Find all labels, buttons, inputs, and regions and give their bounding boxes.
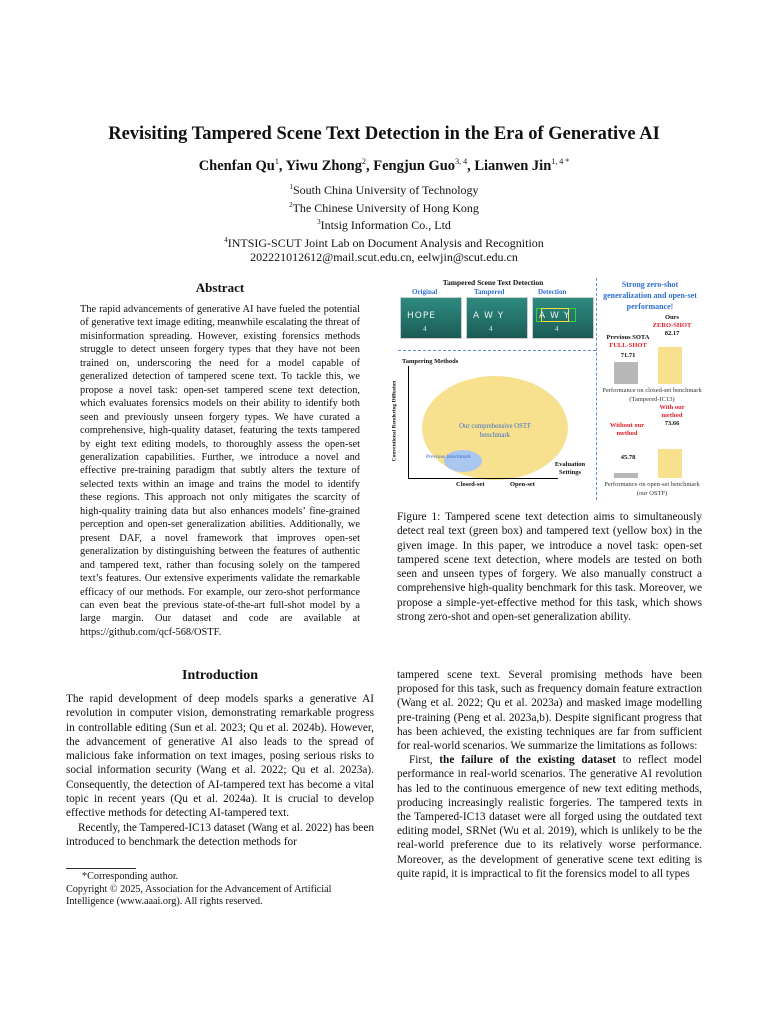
paragraph: The rapid development of deep models sparks a generative AI revolution in computer vision, demonstrating remarkable progress in controllable editing (Sun et al. 2023; Qu et al. 2024b). However, the advancement of generative AI also leads to the spread of malicious fake information on text images, posing serious risks to social information security (Wang et al. 2022; Qu et al. 2023a). Consequently, the detection of AI-tampered text has become a vital topic in recent years (Qu et al. 2024a). It is crucial to develop effective methods for detecting AI-tampered text. <box>66 693 374 820</box>
x-open-label: Open-set <box>510 481 535 488</box>
bar3-value: 45.78 <box>620 454 636 461</box>
introduction-heading: Introduction <box>182 668 258 683</box>
tampering-methods-label: Tampering Methods <box>402 358 459 365</box>
bar2-label: Ours ZERO-SHOT 82.17 <box>652 314 692 337</box>
bar4-label: With our method 73.66 <box>659 404 685 427</box>
corresponding-note: *Corresponding author. <box>82 871 179 882</box>
author-list: Chenfan Qu$^1$, Yiwu Zhong$^2$, Fengjun Guo$^{3, 4}$, Lianwen Jin$^{1, 4 *}$ <box>198 157 570 174</box>
photo-tampered: A W Y 4 <box>466 297 528 339</box>
affiliation: $^4$INTSIG-SCUT Joint Lab on Document Analysis and Recognition <box>224 235 544 250</box>
paragraph: First, the failure of the existing dataset to reflect model performance in real-world scenarios. The generative AI revolution has led to the continuous emergence of new text editing methods, producing increasingly realistic forgeries. The tampered texts in the Tampered-IC13 dataset were all forged using the outdated text editing model, SRNet (Wu et al. 2019), which is unlikely to be the real-world preference due to its relatively worse performance. Moreover, as the development of generative scene text editing is quite rapid, it is impractical to fit the forensics model to all types <box>397 754 702 880</box>
footnote <box>66 871 374 909</box>
paper-title: Revisiting Tampered Scene Text Detection in the Era of Generative AI <box>108 124 660 144</box>
affiliation: $^2$The Chinese University of Hong Kong <box>289 200 479 215</box>
author-name: Fengjun Guo <box>373 157 456 174</box>
affiliation: $^3$Intsig Information Co., Ltd <box>317 218 451 233</box>
evaluation-settings-label: Evaluation Settings <box>554 461 586 476</box>
bar3-label: Without our method <box>609 422 645 437</box>
y-axis <box>408 366 409 478</box>
paragraph: Recently, the Tampered-IC13 dataset (Wang et al. 2022) has been introduced to benchmark the detection methods for <box>66 821 374 848</box>
bar-previous-sota <box>614 362 638 384</box>
x-closed-label: Closed-set <box>456 481 485 488</box>
label-original: Original <box>412 288 438 296</box>
performance-heading: Strong zero-shot generalization and open-set performance! <box>603 280 697 311</box>
y-axis-label: Conventional Rendering Diffusion <box>391 380 398 462</box>
paragraph: tampered scene text. Several promising methods have been proposed for this task, such as frequency domain feature extraction (Wang et al. 2022; Qu et al. 2023a) and masked image modelling pre-training (Peng et al. 2023a,b). Despite significant progress that has been achieved, the existing techniques are far from sufficient for real-world scenarios. We summarize the limitations as follows: <box>397 669 702 753</box>
figure-caption: Figure 1: Tampered scene text detection aims to simultaneously detect real text (green box) and tampered text (yellow box) in the given image. In this paper, we introduce a novel task: open-set tampered scene text detection, where models are tested on both seen and unseen types of forgery. We also manually construct a comprehensive high-quality benchmark for this task. Moreover, we propose a simple-yet-effective method for this task, which shows strong zero-shot and open-set generalization ability. <box>397 511 702 624</box>
footnote-rule <box>66 868 136 869</box>
author-name: Yiwu Zhong <box>285 157 363 174</box>
bar1-label: Previous SOTA FULL-SHOT <box>606 334 650 349</box>
affiliations <box>0 180 768 265</box>
x-axis <box>408 478 558 479</box>
photo-original: HOPE 4 <box>400 297 462 339</box>
copyright-note: Copyright © 2025, Association for the Advancement of Artificial Intelligence (www.aaai.org). All rights reserved. <box>66 883 332 908</box>
label-detection: Detection <box>538 288 567 296</box>
bar1-value: 71.71 <box>620 352 636 359</box>
abstract-heading: Abstract <box>195 280 245 295</box>
bar-with-method <box>658 449 682 478</box>
author-name: Lianwen Jin <box>474 157 552 174</box>
author-name: Chenfan Qu <box>198 157 275 174</box>
vertical-divider <box>596 278 597 500</box>
closed-set-caption: Performance on closed-set benchmark (Tampered-IC13) <box>602 387 702 403</box>
dashed-divider <box>398 350 596 351</box>
author-emails: 202221012612@mail.scut.edu.cn, eelwjin@scut.edu.cn <box>250 250 518 265</box>
ostf-label: Our comprehensive OSTF benchmark <box>459 423 531 439</box>
figure-1 <box>391 278 702 500</box>
introduction-body <box>66 692 374 849</box>
bar-without-method <box>614 473 638 478</box>
abstract-text: The rapid advancements of generative AI have fueled the potential of generative text image editing, meanwhile escalating the threat of misinformation spreading. However, existing forensics methods struggle to detect unseen forgery types that they have not been trained on, underscoring the need for a model capable of generalized detection of tampered scene text. To tackle this, we propose a novel task: open-set tampered scene text detection, which evaluates forensics models on their ability to identify both seen and previously unseen forgery types. We have curated a comprehensive, high-quality dataset, featuring the texts tampered by eight text editing models, to thoroughly assess the open-set generalization capabilities. Further, we introduce a novel and effective pre-training paradigm that subtly alters the texture of selected texts within an image and trains the model to identify these regions. This approach not only mitigates the scarcity of high-quality training data but also enhances models’ fine-grained perception and open-set generalization abilities. Additionally, we present DAF, a novel framework that improves open-set generalization by distinguishing between the features of authentic and tampered text, rather than focusing solely on the tampered text’s features. Our extensive experiments validate the remarkable efficacy of our methods. For example, our zero-shot performance can even beat the previous state-of-the-art full-shot model by a large margin. Our dataset and code are available at https://github.com/qcf-568/OSTF. <box>80 304 360 638</box>
open-set-caption: Performance on open-set benchmark (our OSTF) <box>604 481 700 497</box>
affiliation: $^1$South China University of Technology <box>289 183 479 197</box>
figure-title: Tampered Scene Text Detection <box>442 278 544 287</box>
bar-ours-zero-shot <box>658 347 682 384</box>
previous-benchmark-label: Previous benchmark <box>426 454 472 460</box>
right-column-body <box>397 668 702 881</box>
label-tampered: Tampered <box>474 288 505 296</box>
photo-detection: A W Y 4 <box>532 297 594 339</box>
